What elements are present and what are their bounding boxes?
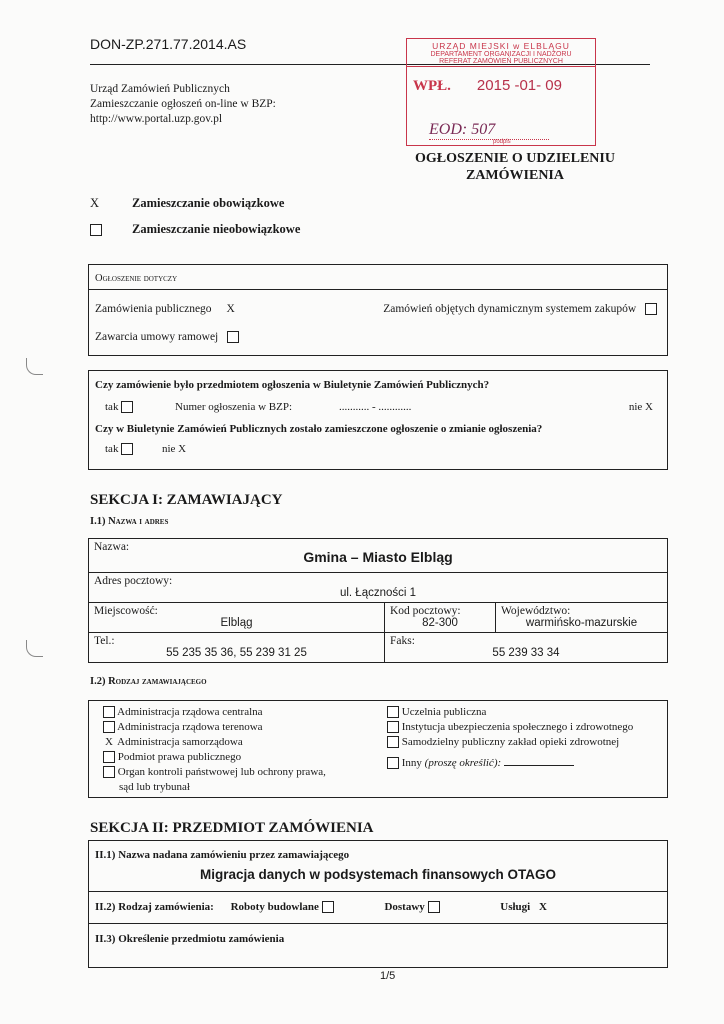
authority-type-item	[387, 720, 633, 735]
order-type-works-checkbox[interactable]	[322, 901, 334, 913]
bulletin-answer-row-1	[105, 401, 133, 413]
city-value: Elbląg	[220, 617, 253, 629]
issuer-line: Zamieszczanie ogłoszeń on-line w BZP:	[90, 98, 276, 110]
authority-type-other-field[interactable]	[504, 765, 574, 766]
section-1-title: SEKCJA I: ZAMAWIAJĄCY	[90, 492, 283, 508]
authority-type-item	[103, 705, 326, 720]
punch-hole-mark	[26, 358, 43, 375]
posting-mandatory-label: Zamieszczanie obowiązkowe	[132, 196, 285, 210]
section-2-2-row	[95, 901, 547, 913]
authority-type-right-column	[387, 705, 633, 771]
concerns-dynamic-checkbox[interactable]	[645, 303, 657, 315]
contract-name-value: Migracja danych w podsystemach finansowych OTAGO	[199, 867, 557, 882]
bulletin-tak-checkbox[interactable]	[121, 401, 133, 413]
bulletin-tak-checkbox-2[interactable]	[121, 443, 133, 455]
document-reference: DON-ZP.271.77.2014.AS	[90, 36, 247, 52]
posting-optional-checkbox[interactable]	[90, 224, 102, 236]
authority-type-checkbox[interactable]	[103, 721, 115, 733]
posting-optional-label: Zamieszczanie nieobowiązkowe	[132, 222, 301, 236]
authority-type-item-continued: sąd lub trybunał	[119, 781, 190, 793]
stamp-date: 2015 -01- 09	[476, 77, 562, 94]
order-type-supplies-checkbox[interactable]	[428, 901, 440, 913]
zip-label: Kod pocztowy:	[390, 605, 461, 617]
section-2-title: SEKCJA II: PRZEDMIOT ZAMÓWIENIA	[90, 820, 374, 836]
notice-concerns-box	[88, 264, 668, 356]
authority-type-label: Administracja samorządowa	[117, 736, 243, 748]
authority-type-item	[103, 720, 326, 735]
tel-value: 55 235 35 36, 55 239 31 25	[166, 647, 307, 659]
issuer-block	[90, 82, 276, 127]
authority-type-label: Organ kontroli państwowej lub ochrony prawa,	[117, 766, 326, 778]
title-line: OGŁOSZENIE O UDZIELENIU	[415, 151, 615, 166]
concerns-framework-label: Zawarcia umowy ramowej	[95, 331, 219, 343]
authority-type-item	[103, 765, 326, 780]
authority-type-left-column	[103, 705, 326, 795]
authority-type-label: Samodzielny publiczny zakład opieki zdrowotnej	[401, 736, 620, 748]
contracting-authority-table	[88, 538, 668, 663]
page-number: 1/5	[380, 970, 396, 982]
section-1-1-heading: I.1) Nazwa i adres	[90, 516, 169, 527]
section-2-box	[88, 840, 668, 968]
order-type-supplies-label: Dostawy	[384, 901, 425, 913]
concerns-framework-checkbox[interactable]	[227, 331, 239, 343]
authority-type-checkbox[interactable]	[387, 736, 399, 748]
bulletin-nie-2: nie X	[161, 443, 187, 455]
authority-type-label: Administracja rządowa terenowa	[117, 721, 263, 733]
posting-optional	[90, 222, 300, 237]
authority-type-checkbox[interactable]	[103, 766, 115, 778]
concerns-public	[95, 303, 235, 315]
region-label: Województwo:	[501, 605, 571, 617]
order-type-services-label: Usługi	[500, 901, 531, 913]
region-value: warmińsko-mazurskie	[525, 617, 638, 629]
concerns-heading: Ogłoszenie dotyczy	[95, 273, 178, 284]
stamp-line: DEPARTAMENT ORGANIZACJI I NADZORU	[430, 51, 572, 58]
authority-type-label: Administracja rządowa centralna	[117, 706, 263, 718]
stamp-eod-number: EOD: 507	[429, 121, 549, 140]
title-line: ZAMÓWIENIA	[465, 168, 564, 183]
authority-type-label: Podmiot prawa publicznego	[117, 751, 242, 763]
stamp-line: REFERAT ZAMÓWIEŃ PUBLICZNYCH	[407, 58, 595, 67]
order-type-services-mark: X	[539, 901, 547, 913]
name-value: Gmina – Miasto Elbląg	[303, 549, 453, 565]
bulletin-question-2: Czy w Biuletynie Zamówień Publicznych zostało zamieszczone ogłoszenie o zmianie ogłoszenia?	[95, 423, 543, 435]
zip-value: 82-300	[422, 617, 458, 629]
section-1-2-heading: I.2) Rodzaj zamawiającego	[90, 676, 207, 687]
order-type-works-label: Roboty budowlane	[230, 901, 319, 913]
tel-label: Tel.:	[94, 635, 115, 647]
authority-type-item	[387, 756, 633, 771]
bulletin-number-label: Numer ogłoszenia w BZP:	[175, 401, 293, 413]
concerns-dynamic	[383, 303, 657, 315]
bulletin-question-1: Czy zamówienie było przedmiotem ogłoszenia w Biuletynie Zamówień Publicznych?	[95, 379, 490, 391]
authority-type-selected-mark: X	[105, 736, 113, 748]
authority-type-checkbox[interactable]	[103, 706, 115, 718]
bulletin-tak-label-2: tak	[105, 443, 119, 455]
posting-mark: X	[90, 196, 100, 210]
address-label: Adres pocztowy:	[94, 575, 173, 587]
authority-type-item	[387, 705, 633, 720]
bulletin-tak-label: tak	[105, 401, 119, 413]
bulletin-number-value: ........... - ............	[339, 401, 412, 413]
stamp-line: URZĄD MIEJSKI w ELBLĄGU	[432, 41, 570, 51]
fax-value: 55 239 33 34	[492, 647, 560, 659]
fax-label: Faks:	[390, 635, 415, 647]
concerns-dynamic-label: Zamówień objętych dynamicznym systemem zakupów	[383, 303, 637, 315]
notice-title	[400, 150, 630, 184]
authority-type-label: Uczelnia publiczna	[401, 706, 487, 718]
authority-type-checkbox[interactable]	[387, 757, 399, 769]
issuer-line: Urząd Zamówień Publicznych	[90, 83, 230, 95]
issuer-url: http://www.portal.uzp.gov.pl	[90, 113, 223, 125]
stamp-wpl: WPŁ.	[413, 78, 451, 94]
authority-type-item	[103, 735, 326, 750]
city-label: Miejscowość:	[94, 605, 158, 617]
bulletin-answer-row-2	[105, 443, 186, 455]
section-2-1-heading: II.1) Nazwa nadana zamówieniu przez zamawiającego	[95, 849, 350, 861]
name-label: Nazwa:	[94, 541, 130, 553]
authority-type-label: Instytucja ubezpieczenia społecznego i zdrowotnego	[401, 721, 634, 733]
authority-type-label: Inny	[401, 757, 422, 769]
authority-type-checkbox[interactable]	[103, 751, 115, 763]
address-value: ul. Łączności 1	[339, 587, 417, 599]
section-2-2-heading: II.2) Rodzaj zamówienia:	[95, 901, 214, 913]
bulletin-box	[88, 370, 668, 470]
authority-type-item	[387, 735, 633, 750]
concerns-public-label: Zamówienia publicznego	[95, 303, 212, 315]
concerns-framework	[95, 331, 239, 343]
authority-type-checkbox[interactable]	[387, 721, 399, 733]
punch-hole-mark	[26, 640, 43, 657]
posting-mandatory	[90, 196, 284, 211]
authority-type-other-hint: (proszę określić):	[424, 757, 502, 769]
section-2-3-heading: II.3) Określenie przedmiotu zamówienia	[95, 933, 285, 945]
concerns-public-mark: X	[226, 303, 235, 315]
authority-type-item	[103, 750, 326, 765]
bulletin-nie-1: nie X	[628, 401, 653, 413]
authority-type-box	[88, 700, 668, 798]
authority-type-checkbox[interactable]	[387, 706, 399, 718]
received-stamp	[406, 38, 596, 146]
stamp-signature-label: podpis	[493, 139, 511, 145]
